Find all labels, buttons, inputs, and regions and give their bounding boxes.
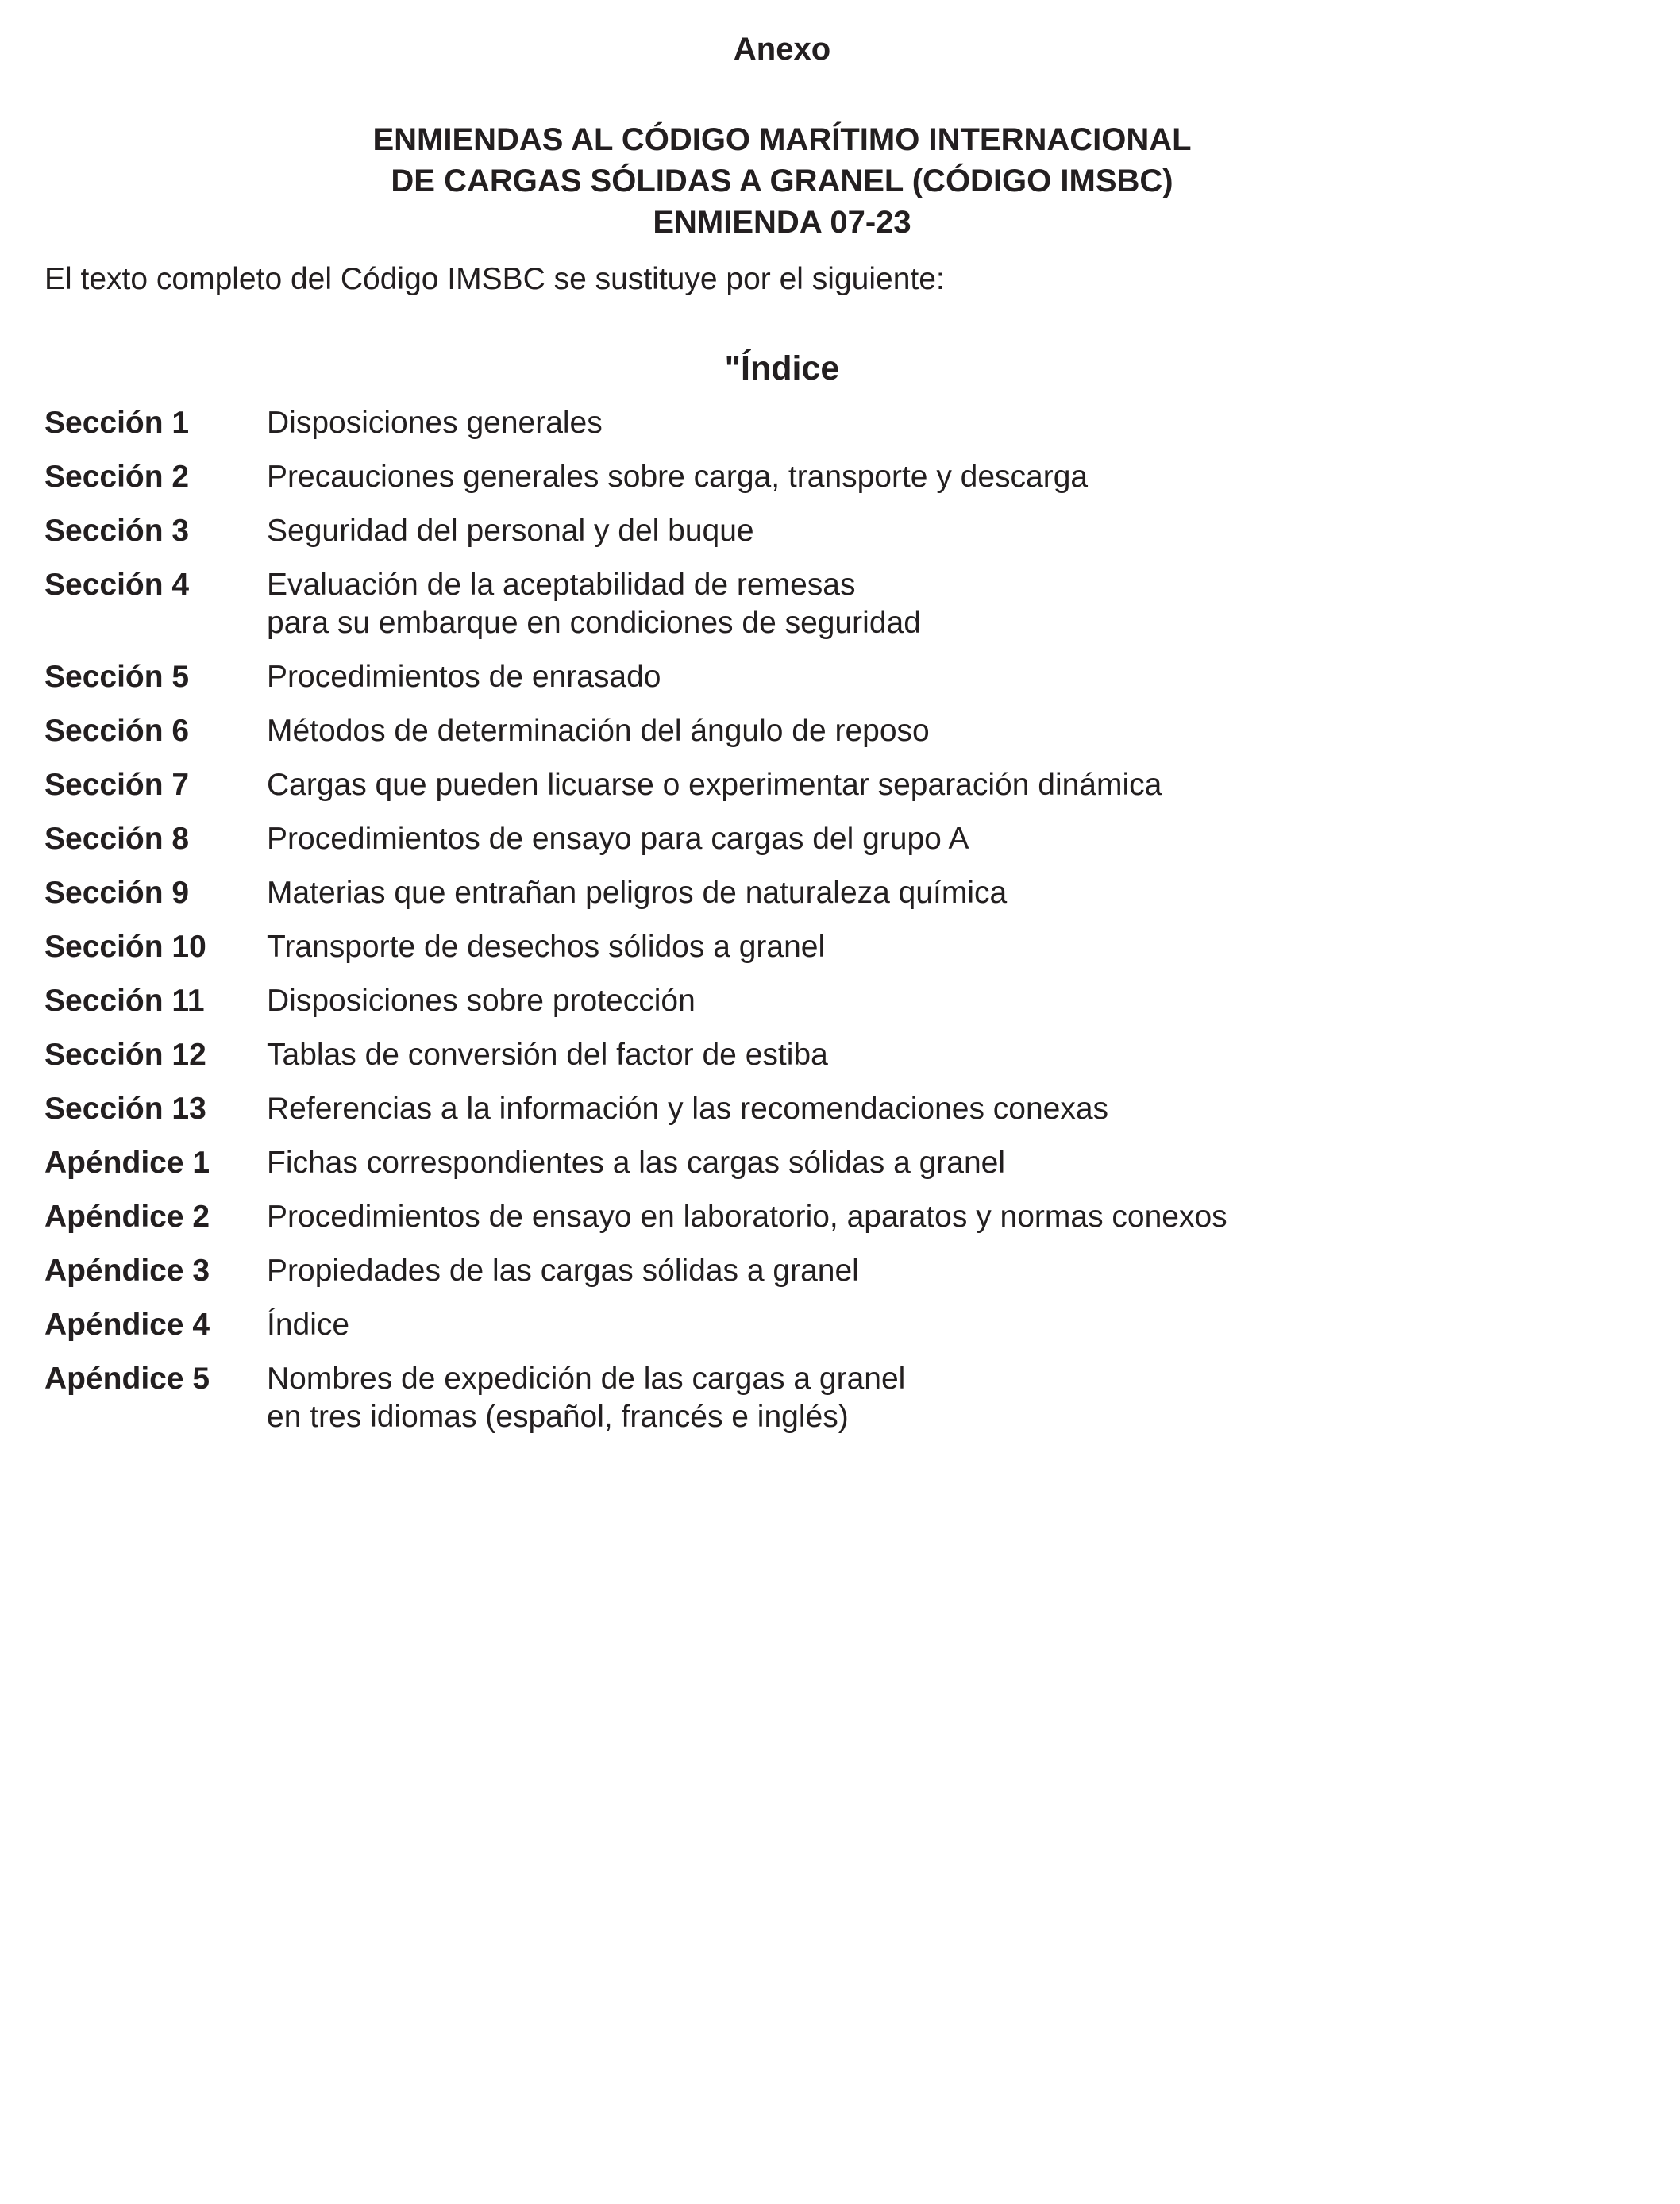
intro-text: El texto completo del Código IMSBC se sustituye por el siguiente: [44, 262, 945, 296]
title-line-2: DE CARGAS SÓLIDAS A GRANEL (CÓDIGO IMSBC) [391, 164, 1173, 198]
toc-label: Sección 1 [44, 406, 190, 440]
toc-label: Apéndice 2 [44, 1200, 210, 1234]
toc-text: Cargas que pueden licuarse o experimentar separación dinámica [267, 768, 1162, 802]
toc-text: Procedimientos de ensayo para cargas del grupo A [267, 822, 969, 856]
toc-text: Transporte de desechos sólidos a granel [267, 930, 826, 964]
toc-label: Sección 3 [44, 514, 190, 548]
toc-text: Procedimientos de enrasado [267, 660, 661, 694]
toc-label: Sección 2 [44, 460, 190, 494]
toc-text: Disposiciones sobre protección [267, 984, 696, 1018]
toc-text: Nombres de expedición de las cargas a granel [267, 1362, 906, 1396]
toc-text: Fichas correspondientes a las cargas sólidas a granel [267, 1146, 1006, 1180]
title-line-3: ENMIENDA 07-23 [653, 205, 911, 240]
toc-text: Procedimientos de ensayo en laboratorio, aparatos y normas conexos [267, 1200, 1227, 1234]
toc-text: Tablas de conversión del factor de estiba [267, 1038, 828, 1072]
toc-label: Sección 9 [44, 876, 190, 910]
toc-text: Índice [267, 1308, 350, 1342]
toc-label: Sección 12 [44, 1038, 206, 1072]
toc-text: Evaluación de la aceptabilidad de remesas [267, 568, 856, 602]
toc-text: Disposiciones generales [267, 406, 603, 440]
toc-label: Sección 8 [44, 822, 190, 856]
toc-text: Métodos de determinación del ángulo de reposo [267, 714, 930, 748]
toc-label: Sección 5 [44, 660, 190, 694]
toc-text: Materias que entrañan peligros de naturaleza química [267, 876, 1008, 910]
toc-text: Referencias a la información y las recomendaciones conexas [267, 1092, 1109, 1126]
toc-label: Apéndice 4 [44, 1308, 210, 1342]
toc-label: Apéndice 5 [44, 1362, 210, 1396]
title-line-1: ENMIENDAS AL CÓDIGO MARÍTIMO INTERNACIONAL [372, 122, 1192, 157]
toc-text: Propiedades de las cargas sólidas a granel [267, 1254, 859, 1288]
toc-text: Seguridad del personal y del buque [267, 514, 754, 548]
toc-label: Apéndice 1 [44, 1146, 210, 1180]
document-title [0, 119, 1564, 243]
toc-label: Sección 4 [44, 568, 190, 602]
toc-label: Apéndice 3 [44, 1254, 210, 1288]
toc-label: Sección 11 [44, 984, 205, 1018]
toc-text-continuation: para su embarque en condiciones de seguridad [267, 606, 921, 640]
toc-label: Sección 7 [44, 768, 190, 802]
toc-text: Precauciones generales sobre carga, transporte y descarga [267, 460, 1089, 494]
annex-title: Anexo [733, 32, 831, 67]
toc-label: Sección 6 [44, 714, 190, 748]
index-heading: "Índice [724, 349, 840, 387]
toc-text-continuation: en tres idiomas (español, francés e inglés) [267, 1400, 849, 1434]
toc-label: Sección 13 [44, 1092, 206, 1126]
toc-label: Sección 10 [44, 930, 206, 964]
